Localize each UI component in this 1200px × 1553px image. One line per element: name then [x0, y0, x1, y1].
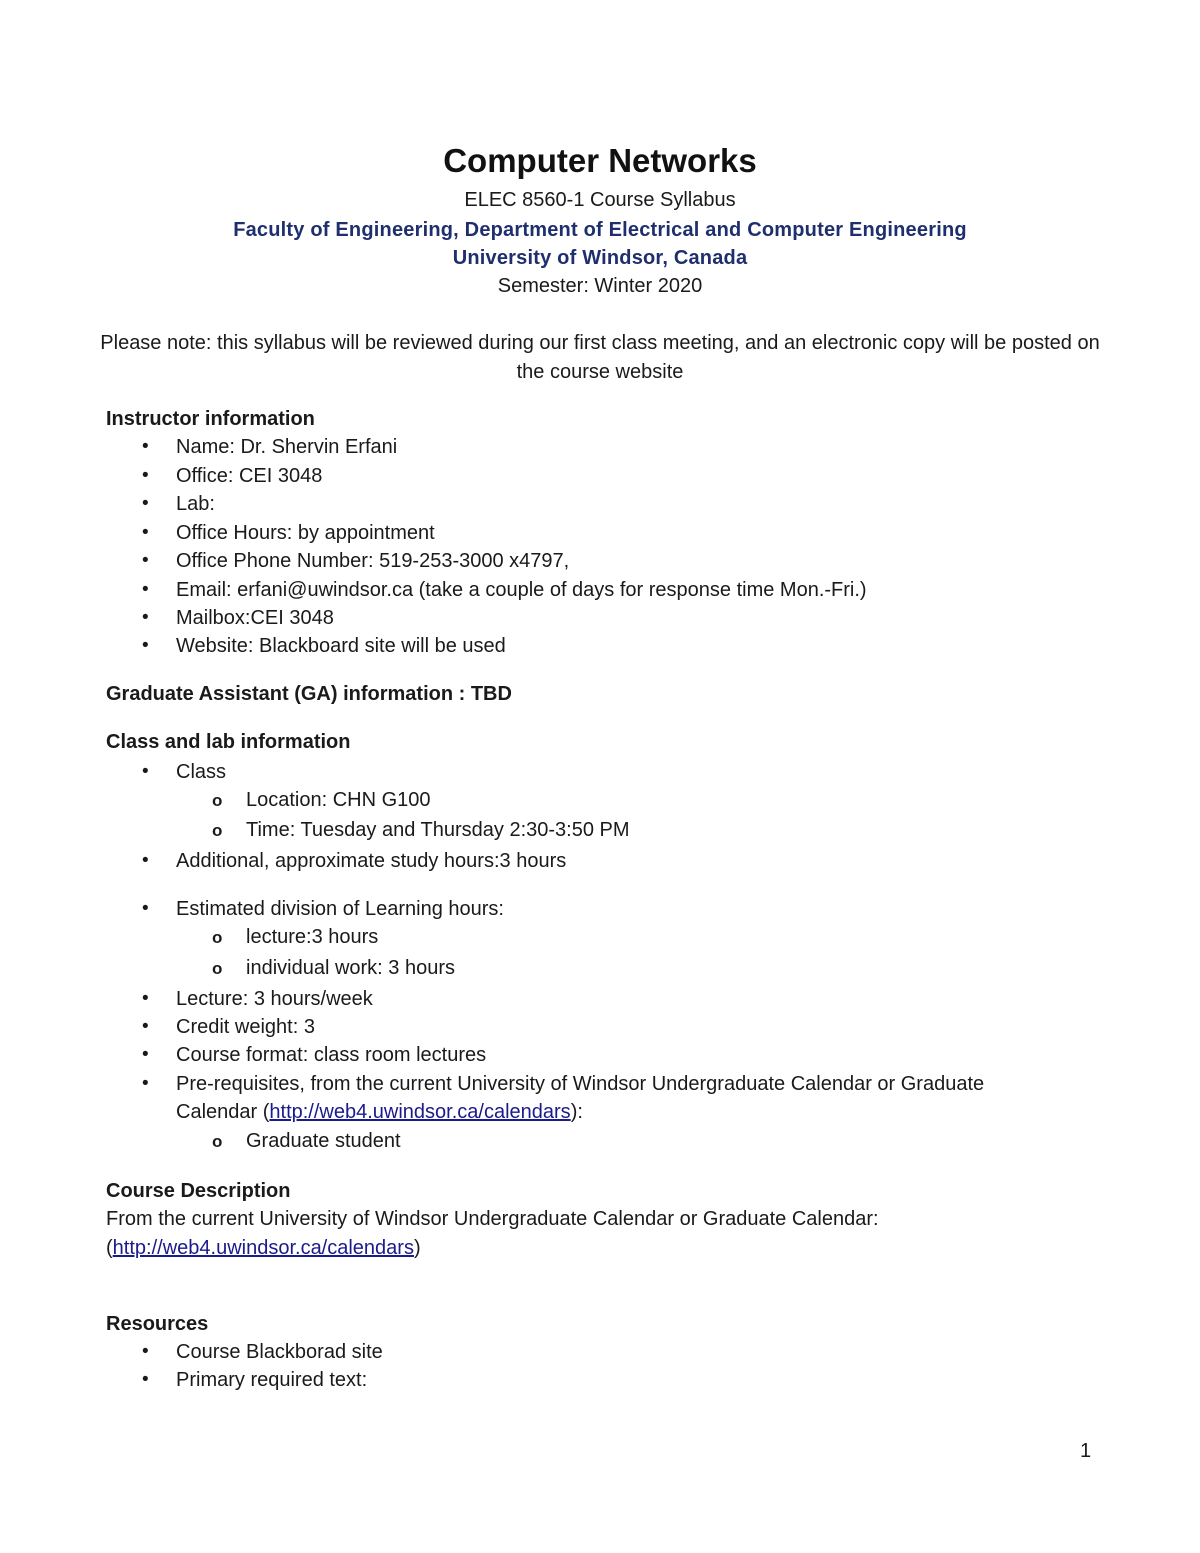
- prerequisites-line2: [176, 1098, 583, 1126]
- calendar-close-text: ):: [570, 1101, 583, 1123]
- lecture-hours: o lecture:3 hours: [246, 923, 378, 951]
- class-time: o Time: Tuesday and Thursday 2:30-3:50 PM: [246, 816, 630, 844]
- instructor-heading: Instructor information: [106, 408, 315, 430]
- description-link-line: [106, 1234, 421, 1262]
- instructor-name: • Name: Dr. Shervin Erfani: [176, 433, 397, 461]
- instructor-website: • Website: Blackboard site will be used: [176, 632, 506, 660]
- instructor-email: • Email: erfani@uwindsor.ca (take a couple of days for response time Mon.-Fri.): [176, 576, 867, 604]
- semester-line: Semester: Winter 2020: [497, 275, 703, 297]
- syllabus-note: Please note: this syllabus will be reviewed during our first class meeting, and an electronic copy will be posted on the course website: [100, 332, 1100, 383]
- paren-close: ): [413, 1237, 421, 1259]
- ga-heading: Graduate Assistant (GA) information : TBD: [106, 683, 512, 705]
- study-hours: • Additional, approximate study hours:3 hours: [176, 847, 566, 875]
- instructor-phone: • Office Phone Number: 519-253-3000 x4797,: [176, 547, 569, 575]
- calendar-link[interactable]: http://web4.uwindsor.ca/calendars: [269, 1101, 571, 1123]
- description-calendar-link[interactable]: http://web4.uwindsor.ca/calendars: [112, 1237, 414, 1259]
- individual-work: o individual work: 3 hours: [246, 954, 455, 982]
- instructor-lab: • Lab:: [176, 490, 215, 518]
- instructor-office: • Office: CEI 3048: [176, 462, 322, 490]
- description-text: From the current University of Windsor Undergraduate Calendar or Graduate Calendar:: [106, 1208, 879, 1230]
- resource-primary-text: • Primary required text:: [176, 1366, 367, 1394]
- credit-weight: • Credit weight: 3: [176, 1013, 315, 1041]
- prerequisites: • Pre-requisites, from the current University of Windsor Undergraduate Calendar or Graduate: [176, 1070, 984, 1098]
- calendar-open-text: Calendar (: [176, 1101, 270, 1123]
- lecture-weekly: • Lecture: 3 hours/week: [176, 985, 373, 1013]
- university-line: University of Windsor, Canada: [452, 247, 748, 269]
- instructor-office-hours: • Office Hours: by appointment: [176, 519, 435, 547]
- prereq-graduate-student: o Graduate student: [246, 1127, 401, 1155]
- resources-heading: Resources: [106, 1313, 209, 1335]
- resource-blackboard: • Course Blackborad site: [176, 1338, 383, 1366]
- document-title: Computer Networks: [443, 142, 757, 179]
- learning-division: • Estimated division of Learning hours:: [176, 895, 504, 923]
- course-format: • Course format: class room lectures: [176, 1041, 486, 1069]
- instructor-mailbox: • Mailbox:CEI 3048: [176, 604, 334, 632]
- class-heading: Class and lab information: [106, 731, 351, 753]
- faculty-line: Faculty of Engineering, Department of Electrical and Computer Engineering: [233, 219, 967, 241]
- class-item: • Class: [176, 758, 226, 786]
- course-code: ELEC 8560-1 Course Syllabus: [464, 189, 736, 211]
- page-number: 1: [1080, 1440, 1092, 1462]
- paren-open: (: [106, 1237, 113, 1259]
- description-heading: Course Description: [106, 1180, 291, 1202]
- class-location: o Location: CHN G100: [246, 786, 431, 814]
